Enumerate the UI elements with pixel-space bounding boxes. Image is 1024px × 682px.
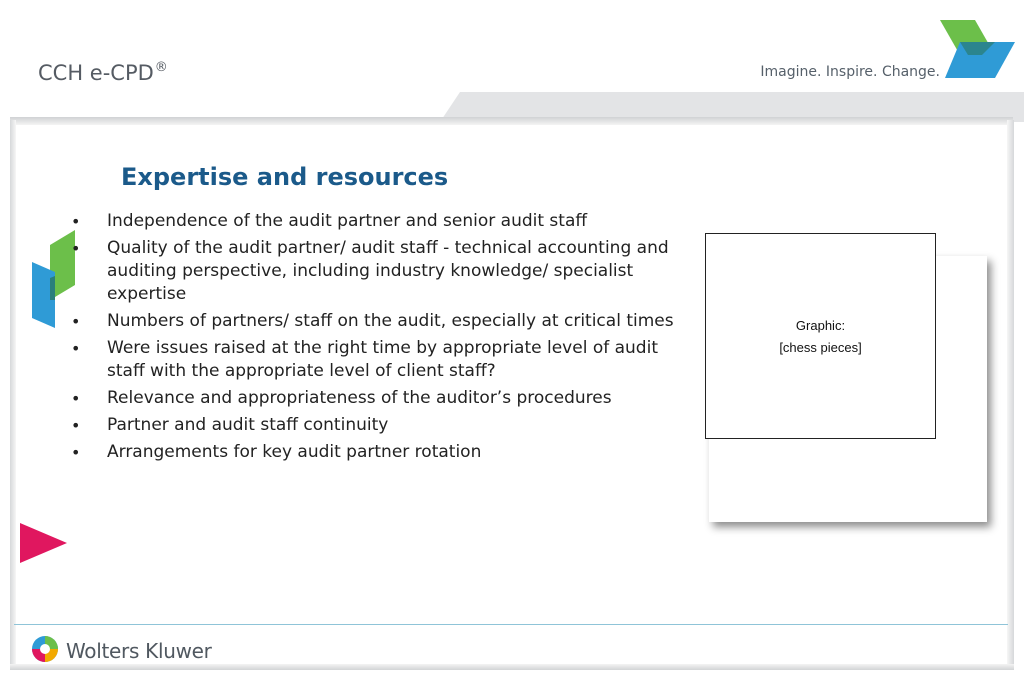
footer-divider: [14, 624, 1008, 625]
bullet-item: • Relevance and appropriateness of the auditor’s procedures: [66, 387, 690, 410]
bullet-item: • Partner and audit staff continuity: [66, 414, 690, 437]
bullet-list: [66, 210, 690, 468]
panel-right-edge: [1007, 120, 1014, 668]
bullet-item: • Numbers of partners/ staff on the audit, especially at critical times: [66, 310, 690, 333]
registered-mark: ®: [154, 60, 168, 75]
bullet-item: • Arrangements for key audit partner rotation: [66, 441, 690, 464]
tagline: Imagine. Inspire. Change.: [760, 64, 940, 80]
graphic-description: [chess pieces]: [779, 340, 862, 355]
slide-title: Expertise and resources: [121, 163, 449, 191]
side-pink-triangle: [20, 523, 67, 563]
bullet-item: • Independence of the audit partner and senior audit staff: [66, 210, 690, 233]
bullet-item: • Were issues raised at the right time by appropriate level of audit staff with the appropriate level of client staff?: [66, 337, 690, 383]
bullet-item: • Quality of the audit partner/ audit staff - technical accounting and auditing perspective, including industry knowledge/ specialist expertise: [66, 237, 690, 306]
graphic-placeholder: [705, 233, 936, 439]
graphic-label: Graphic:: [795, 318, 846, 333]
brand-name: CCH e-CPD: [38, 61, 154, 85]
panel-top-edge: [10, 117, 1013, 125]
panel-bottom-edge: [10, 664, 1014, 670]
wolters-kluwer-globe-icon: [30, 634, 62, 666]
footer-company-name: Wolters Kluwer: [66, 639, 212, 663]
